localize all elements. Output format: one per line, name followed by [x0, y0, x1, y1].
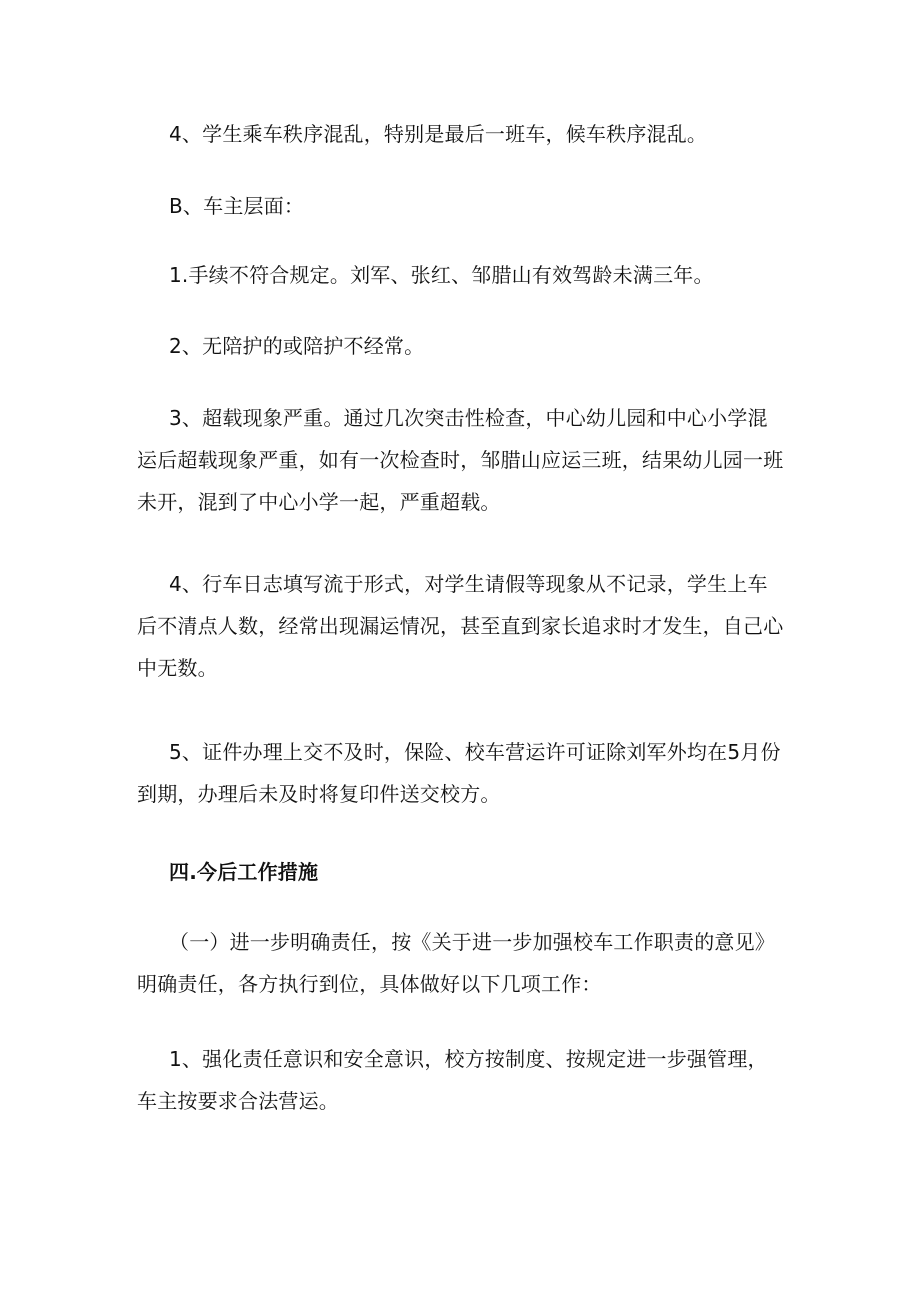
paragraph-student-boarding-order: 4、学生乘车秩序混乱，特别是最后一班车，候车秩序混乱。: [169, 122, 708, 146]
paragraph-clarify-responsibility: （一）进一步明确责任，按《关于进一步加强校车工作职责的意见》明确责任，各方执行到位，具体做好以下几项工作：: [137, 930, 775, 996]
paragraph-strengthen-awareness: 1、强化责任意识和安全意识，校方按制度、按规定进一步强管理，车主按要求合法营运。: [137, 1047, 768, 1113]
paragraph-no-escort: 2、无陪护的或陪护不经常。: [169, 334, 425, 358]
paragraph-procedures-noncompliant: 1.手续不符合规定。刘军、张红、邹腊山有效驾龄未满三年。: [169, 263, 714, 287]
paragraph-driving-log: 4、行车日志填写流于形式，对学生请假等现象从不记录，学生上车后不清点人数，经常出现漏运情况，甚至直到家长追求时才发生，自己心中无数。: [137, 572, 784, 680]
paragraph-certificates: 5、证件办理上交不及时，保险、校车营运许可证除刘军外均在5月份到期，办理后未及时将复印件送交校方。: [137, 740, 781, 806]
section-heading-future-measures: 四.今后工作措施: [169, 860, 319, 884]
paragraph-owner-level-heading: B、车主层面：: [169, 194, 305, 218]
paragraph-overloading: 3、超载现象严重。通过几次突击性检查，中心幼儿园和中心小学混运后超载现象严重，如有一次检查时，邹腊山应运三班，结果幼儿园一班未开，混到了中心小学一起，严重超载。: [137, 406, 784, 514]
